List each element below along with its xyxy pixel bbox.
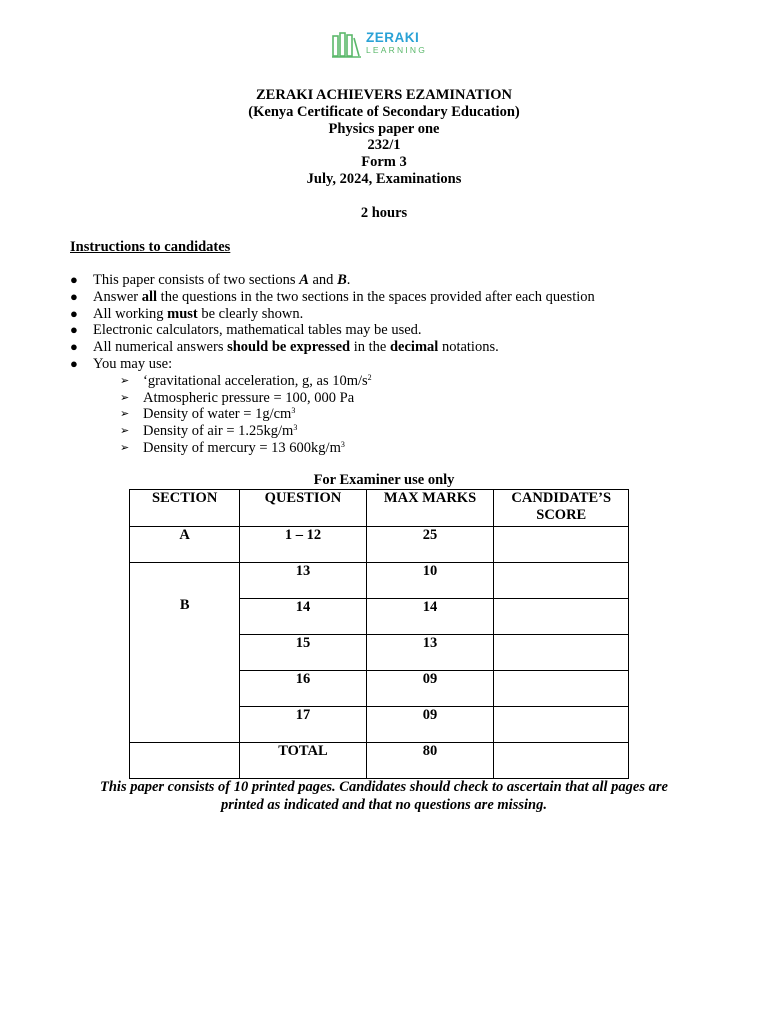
exam-date: July, 2024, Examinations <box>306 170 462 187</box>
header-question: QUESTION <box>240 490 366 527</box>
constants-list <box>93 373 595 457</box>
cell-question: 16 <box>240 671 366 707</box>
cell-score <box>494 599 629 635</box>
logo-subtitle: LEARNING <box>366 45 428 55</box>
total-label: TOTAL <box>240 743 366 779</box>
constant-item: ➢ Density of mercury = 13 $600kg/m^3$ <box>120 439 345 456</box>
cell-section: A <box>130 527 240 563</box>
footer-note: This paper consists of 10 printed pages. Candidates should check to ascertain that all pages are printed as indicated and that no questions are missing. <box>100 779 668 813</box>
instruction-item: ● All numerical answers should be expressed in the decimal notations. <box>70 339 499 356</box>
exam-header <box>0 87 768 188</box>
constant-item: ➢ Density of air = $1.25kg/m^3$ <box>120 423 298 440</box>
books-icon <box>332 30 362 58</box>
arrow-bullet-icon: ➢ <box>120 391 130 404</box>
arrow-bullet-icon: ➢ <box>120 408 130 421</box>
constant-item: ➢ Atmospheric pressure = 100, 000 Pa <box>120 389 355 406</box>
arrow-bullet-icon: ➢ <box>120 441 130 454</box>
cell-section: B <box>130 563 240 743</box>
cell-question: 13 <box>240 563 366 599</box>
cell-question: 15 <box>240 635 366 671</box>
logo-brand: ZERAKI <box>366 30 420 45</box>
instruction-item: ● All working must be clearly shown. <box>70 305 304 322</box>
cell-max: 25 <box>366 527 494 563</box>
header-section: SECTION <box>130 490 240 527</box>
bullet-icon: ● <box>70 322 78 338</box>
cell-score <box>494 743 629 779</box>
cell-max: 09 <box>366 671 494 707</box>
header-max-marks: MAX MARKS <box>366 490 494 527</box>
table-row <box>130 527 629 563</box>
cell-score <box>494 635 629 671</box>
arrow-bullet-icon: ➢ <box>120 374 130 387</box>
instruction-item: ● You may use: ➢ ‘gravitational acceleration, g, as $10m/s^2$ ➢ Atmospheric pressure = 100, 000 Pa ➢ Density of water = $1g/cm^3$ ➢ Density of air = $1.25kg/m^3$ ➢ Density of mercury = 13 $600kg/m^3$ <box>70 356 595 457</box>
constant-item: ➢ ‘gravitational acceleration, g, as $10m/s^2$ <box>120 372 372 389</box>
bullet-icon: ● <box>70 355 78 371</box>
cell-score <box>494 707 629 743</box>
cell-question: 14 <box>240 599 366 635</box>
cell-max: 09 <box>366 707 494 743</box>
table-header-row <box>130 490 629 527</box>
instructions-list <box>70 272 595 457</box>
instruction-item: ● This paper consists of two sections A and B. <box>70 272 351 288</box>
cell-max: 10 <box>366 563 494 599</box>
bullet-icon: ● <box>70 288 78 304</box>
examiner-title: For Examiner use only <box>313 472 455 488</box>
constant-item: ➢ Density of water = $1g/cm^3$ <box>120 406 296 423</box>
instructions-title: Instructions to candidates <box>70 239 231 255</box>
bullet-icon: ● <box>70 305 78 321</box>
bullet-icon: ● <box>70 339 78 355</box>
marks-table <box>129 489 629 779</box>
cell-score <box>494 563 629 599</box>
table-row <box>130 563 629 599</box>
exam-certificate: (Kenya Certificate of Secondary Education) <box>248 103 520 120</box>
arrow-bullet-icon: ➢ <box>120 425 130 438</box>
table-total-row <box>130 743 629 779</box>
exam-duration: 2 hours <box>360 205 408 221</box>
cell-score <box>494 527 629 563</box>
exam-paper: Physics paper one <box>328 120 440 137</box>
exam-title: ZERAKI ACHIEVERS EZAMINATION <box>256 87 512 103</box>
bullet-icon: ● <box>70 272 78 287</box>
header-candidate-score: CANDIDATE’S SCORE <box>494 490 629 527</box>
instruction-item: ● Electronic calculators, mathematical tables may be used. <box>70 322 422 339</box>
cell-question: 1 – 12 <box>240 527 366 563</box>
cell-max: 13 <box>366 635 494 671</box>
exam-code: 232/1 <box>367 137 401 154</box>
cell-max: 14 <box>366 599 494 635</box>
cell-score <box>494 671 629 707</box>
cell-section <box>130 743 240 779</box>
cell-question: 17 <box>240 707 366 743</box>
instruction-item: ● Answer all the questions in the two sections in the spaces provided after each question <box>70 288 595 305</box>
total-value: 80 <box>366 743 494 779</box>
exam-form: Form 3 <box>361 154 407 171</box>
